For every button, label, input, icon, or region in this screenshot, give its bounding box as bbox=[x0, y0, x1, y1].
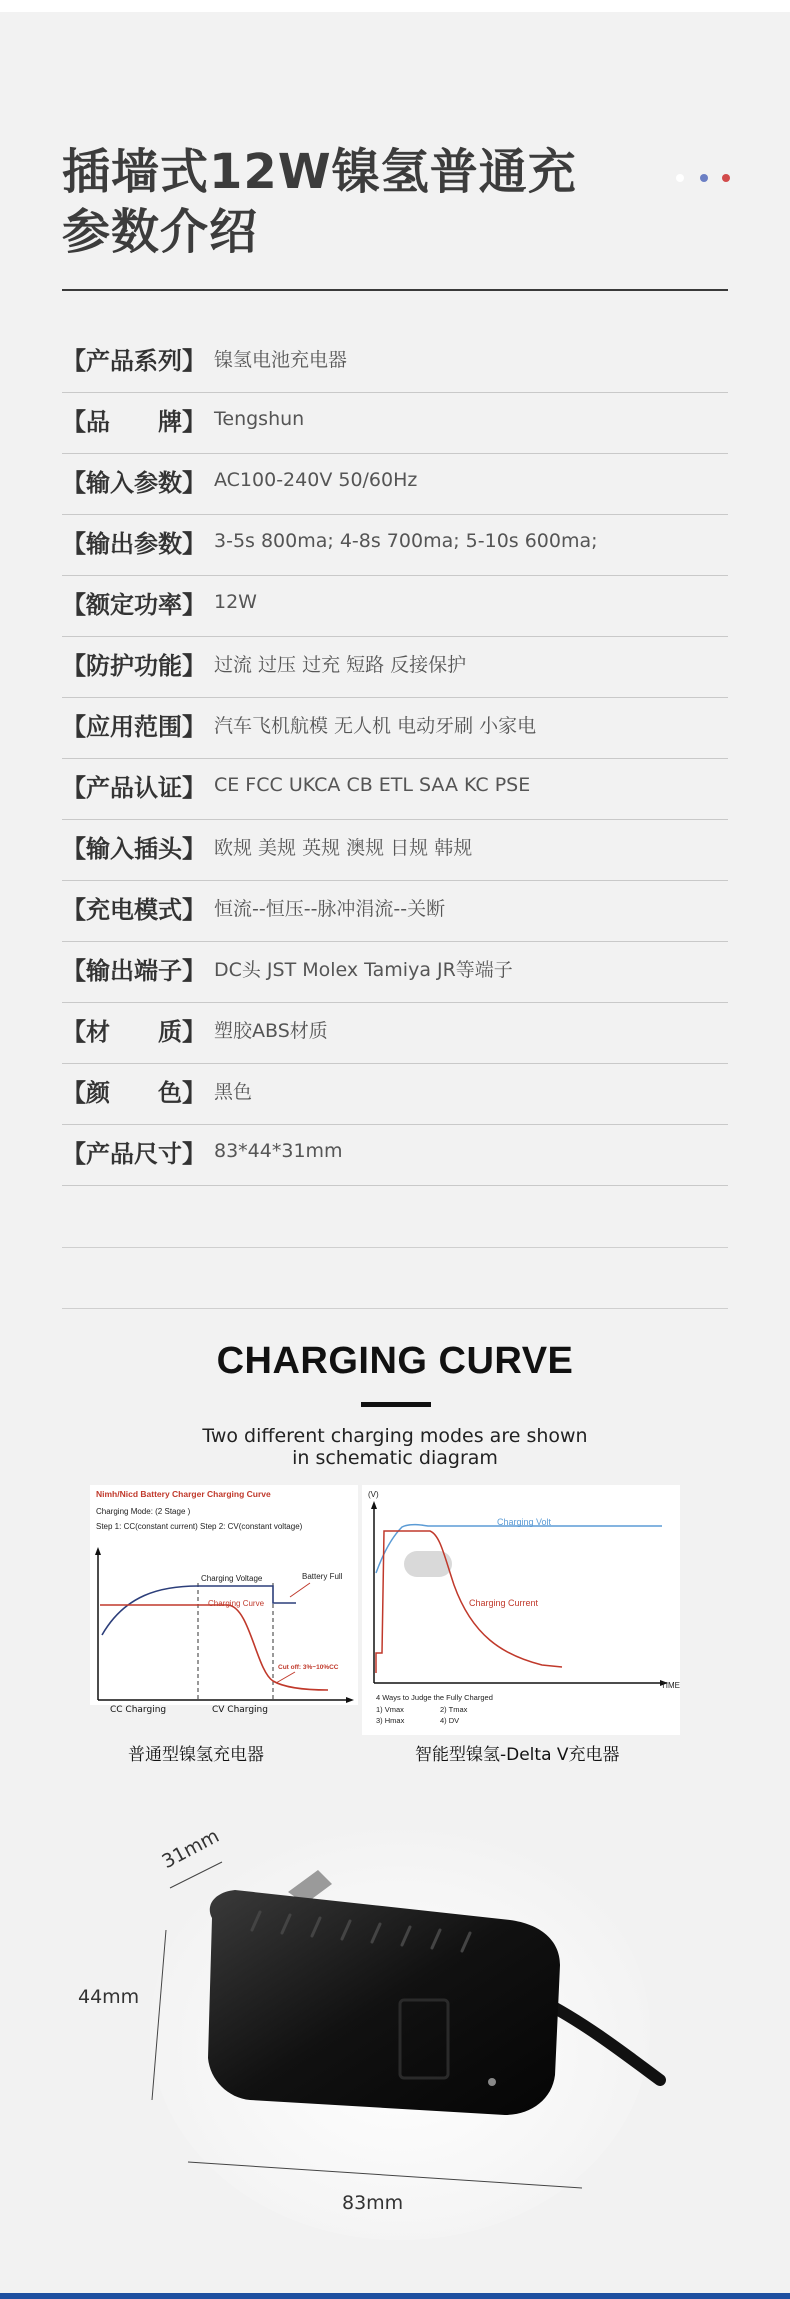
judge-4: 4) DV bbox=[440, 1716, 460, 1725]
page-title-line2: 参数介绍 bbox=[62, 204, 259, 260]
divider bbox=[62, 1308, 728, 1309]
spec-label: 【输入插头】 bbox=[62, 834, 206, 863]
title-divider bbox=[62, 289, 728, 291]
cutoff-label: Cut off: 3%~10%CC bbox=[278, 1664, 339, 1671]
spec-value: 汽车飞机航模 无人机 电动牙刷 小家电 bbox=[214, 714, 537, 737]
judge-title: 4 Ways to Judge the Fully Charged bbox=[376, 1693, 493, 1702]
spec-row bbox=[62, 454, 728, 515]
x-axis-arrow bbox=[346, 1697, 354, 1703]
spec-value: Tengshun bbox=[214, 408, 305, 430]
spec-value: 欧规 美规 英规 澳规 日规 韩规 bbox=[214, 836, 473, 859]
spec-label: 【输入参数】 bbox=[62, 468, 206, 497]
spec-value: AC100-240V 50/60Hz bbox=[214, 469, 418, 491]
delta-v-charger-chart bbox=[362, 1485, 680, 1735]
spec-label: 【颜 色】 bbox=[62, 1078, 206, 1107]
spec-label: 【输出端子】 bbox=[62, 956, 206, 985]
spec-label: 【产品系列】 bbox=[62, 346, 206, 375]
standard-charger-chart bbox=[90, 1485, 358, 1705]
page-title bbox=[62, 142, 622, 262]
y-axis-arrow bbox=[95, 1547, 101, 1555]
spec-row bbox=[62, 1125, 728, 1186]
cv-charging-label: CV Charging bbox=[212, 1705, 268, 1715]
bottom-band bbox=[0, 2293, 790, 2299]
spec-row bbox=[62, 698, 728, 759]
led-indicator bbox=[488, 2078, 496, 2086]
spec-value: 83*44*31mm bbox=[214, 1140, 343, 1162]
spec-row bbox=[62, 393, 728, 454]
spec-value: 黑色 bbox=[214, 1080, 253, 1103]
chart-title: Nimh/Nicd Battery Charger Charging Curve bbox=[96, 1489, 271, 1499]
divider bbox=[62, 1247, 728, 1248]
spec-table bbox=[62, 332, 728, 1186]
spec-value: 镍氢电池充电器 bbox=[214, 348, 348, 371]
spec-row bbox=[62, 576, 728, 637]
page-title-line1: 插墙式12W镍氢普通充 bbox=[62, 144, 577, 200]
spec-row bbox=[62, 332, 728, 393]
spec-label: 【防护功能】 bbox=[62, 651, 206, 680]
adapter-body bbox=[208, 1890, 560, 2115]
heading-underline bbox=[361, 1402, 431, 1407]
product-image bbox=[0, 1800, 790, 2270]
dot-red bbox=[722, 174, 730, 182]
spec-value: 过流 过压 过充 短路 反接保护 bbox=[214, 653, 467, 676]
judge-3: 3) Hmax bbox=[376, 1716, 405, 1725]
judge-1: 1) Vmax bbox=[376, 1705, 404, 1714]
dot-blue bbox=[700, 174, 708, 182]
y-axis-arrow bbox=[371, 1501, 377, 1509]
height-label: 44mm bbox=[78, 1986, 140, 2008]
spec-row bbox=[62, 942, 728, 1003]
delta-v-charger-caption: 智能型镍氢-Delta V充电器 bbox=[415, 1745, 620, 1765]
charging-curve-heading: CHARGING CURVE bbox=[216, 1340, 574, 1382]
spec-row bbox=[62, 515, 728, 576]
spec-label: 【输出参数】 bbox=[62, 529, 206, 558]
spec-label: 【应用范围】 bbox=[62, 712, 206, 741]
charging-subtitle bbox=[0, 1425, 790, 1469]
curve-label: Charging Curve bbox=[208, 1599, 265, 1608]
spec-row bbox=[62, 759, 728, 820]
dot-white bbox=[676, 174, 684, 182]
spec-row bbox=[62, 637, 728, 698]
spec-label: 【产品尺寸】 bbox=[62, 1139, 206, 1168]
spec-label: 【额定功率】 bbox=[62, 590, 206, 619]
spec-label: 【产品认证】 bbox=[62, 773, 206, 802]
spec-value: DC头 JST Molex Tamiya JR等端子 bbox=[214, 958, 513, 981]
length-label: 83mm bbox=[342, 2192, 404, 2214]
spec-value: 塑胶ABS材质 bbox=[214, 1019, 328, 1042]
y-axis-unit: (V) bbox=[368, 1490, 379, 1499]
cutoff-arrow bbox=[276, 1672, 295, 1683]
subtitle-line2: in schematic diagram bbox=[292, 1447, 498, 1469]
spec-row bbox=[62, 1064, 728, 1125]
cc-charging-label: CC Charging bbox=[110, 1705, 167, 1715]
volt-label: Charging Volt bbox=[497, 1517, 552, 1527]
spec-label: 【材 质】 bbox=[62, 1017, 206, 1046]
spec-value: 恒流--恒压--脉冲涓流--关断 bbox=[214, 897, 446, 920]
spec-row bbox=[62, 820, 728, 881]
voltage-curve bbox=[102, 1586, 296, 1635]
voltage-label: Charging Voltage bbox=[201, 1574, 263, 1583]
spec-label: 【充电模式】 bbox=[62, 895, 206, 924]
charging-mode-text: Charging Mode: (2 Stage ) bbox=[96, 1507, 191, 1516]
current-label: Charging Current bbox=[469, 1598, 539, 1608]
judge-2: 2) Tmax bbox=[440, 1705, 468, 1714]
full-arrow bbox=[290, 1583, 310, 1597]
top-band bbox=[0, 0, 790, 12]
subtitle-line1: Two different charging modes are shown bbox=[202, 1425, 588, 1447]
charging-steps-text: Step 1: CC(constant current) Step 2: CV(constant voltage) bbox=[96, 1522, 303, 1531]
battery-full-label: Battery Full bbox=[302, 1572, 343, 1581]
spec-value: 3-5s 800ma; 4-8s 700ma; 5-10s 600ma; bbox=[214, 530, 598, 552]
spec-row bbox=[62, 1003, 728, 1064]
depth-label: 31mm bbox=[158, 1824, 223, 1874]
spec-label: 【品 牌】 bbox=[62, 407, 206, 436]
standard-charger-caption: 普通型镍氢充电器 bbox=[128, 1745, 264, 1765]
x-axis-label: TIME bbox=[660, 1681, 680, 1690]
spec-value: CE FCC UKCA CB ETL SAA KC PSE bbox=[214, 774, 531, 796]
spec-value: 12W bbox=[214, 591, 257, 613]
spec-row bbox=[62, 881, 728, 942]
current-curve bbox=[100, 1605, 328, 1690]
